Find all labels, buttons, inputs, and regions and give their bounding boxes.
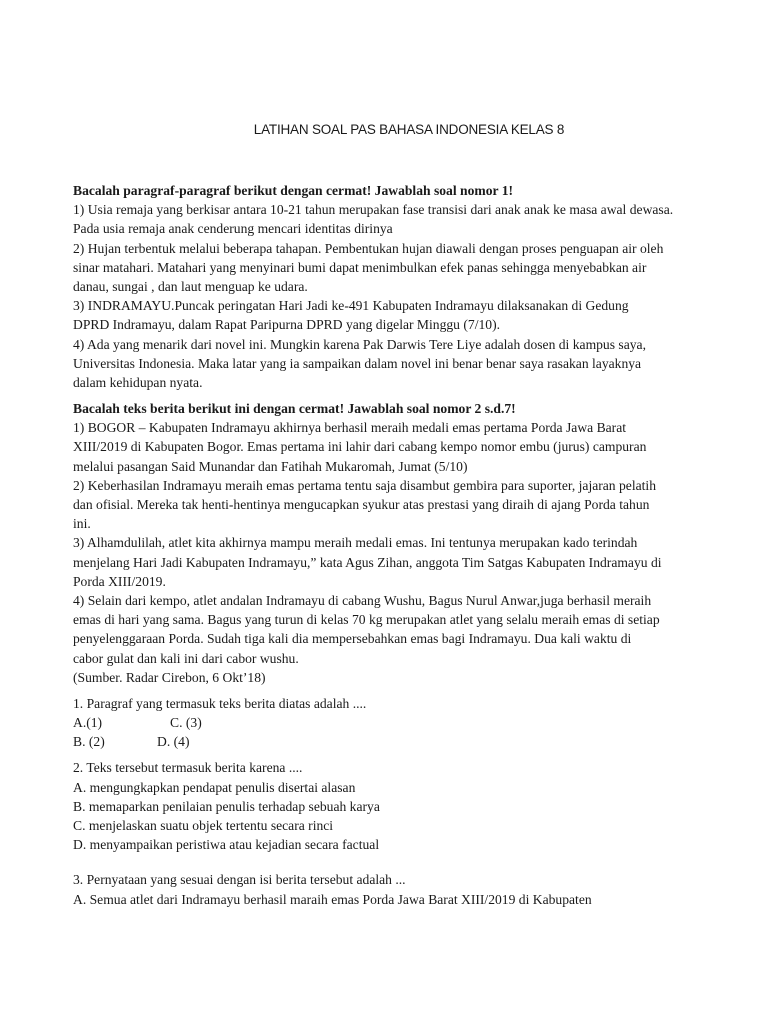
section-2-line: Porda XIII/2019.	[73, 573, 166, 589]
question-1-options-row	[73, 732, 745, 751]
section-1-line: danau, sungai , dan laut menguap ke udara.	[73, 278, 308, 294]
option-d: D. menyampaikan peristiwa atau kejadian secara factual	[73, 837, 380, 853]
option-b: B. memaparkan penilaian penulis terhadap sebuah karya	[73, 798, 380, 814]
question-1: 1. Paragraf yang termasuk teks berita diatas adalah ....	[73, 695, 367, 711]
section-1-line: 4) Ada yang menarik dari novel ini. Mungkin karena Pak Darwis Tere Liye adalah dosen di kampus saya,	[73, 336, 646, 352]
option-a: A.(1)	[73, 715, 103, 731]
section-1-line: DPRD Indramayu, dalam Rapat Paripurna DPRD yang digelar Minggu (7/10).	[73, 317, 500, 333]
section-2-line: penyelenggaraan Porda. Sudah tiga kali dia mempersebahkan emas bagi Indramayu. Dua kali waktu di	[73, 631, 632, 647]
section-2-line: ini.	[73, 516, 91, 532]
option-b: B. (2)	[73, 734, 105, 750]
question-1-options-row	[73, 713, 745, 732]
section-1-line: dalam kehidupan nyata.	[73, 374, 203, 390]
section-2-line: 1) BOGOR – Kabupaten Indramayu akhirnya berhasil meraih medali emas pertama Porda Jawa Barat	[73, 420, 627, 436]
section-2-line: 3) Alhamdulilah, atlet kita akhirnya mampu meraih medali emas. Ini tentunya merupakan kado terindah	[73, 535, 638, 551]
document-title: LATIHAN SOAL PAS BAHASA INDONESIA KELAS 8	[253, 122, 565, 137]
section-2-line: dan ofisial. Mereka tak henti-hentinya mengucapkan syukur atas prestasi yang diraih di ajang Porda tahun	[73, 497, 650, 512]
option-c: C. (3)	[170, 715, 202, 731]
option-c: C. menjelaskan suatu objek tertentu secara rinci	[73, 818, 334, 833]
section-1-line: 3) INDRAMAYU.Puncak peringatan Hari Jadi ke-491 Kabupaten Indramayu dilaksanakan di Gedung	[73, 298, 629, 314]
section-1-line: 2) Hujan terbentuk melalui beberapa tahapan. Pembentukan hujan diawali dengan proses penguapan air oleh	[73, 240, 664, 256]
question-2: 2. Teks tersebut termasuk berita karena ....	[73, 760, 303, 776]
question-3: 3. Pernyataan yang sesuai dengan isi berita tersebut adalah ...	[73, 872, 406, 888]
section-2-instruction: Bacalah teks berita berikut ini dengan cermat! Jawablah soal nomor 2 s.d.7!	[73, 401, 516, 417]
option-d: D. (4)	[157, 734, 190, 750]
section-2-line: menjelang Hari Jadi Kabupaten Indramayu,” kata Agus Zihan, anggota Tim Satgas Kabupaten Indramayu di	[73, 554, 662, 570]
section-1-instruction: Bacalah paragraf-paragraf berikut dengan cermat! Jawablah soal nomor 1!	[73, 183, 514, 198]
section-1-line: sinar matahari. Matahari yang menyinari bumi dapat menimbulkan efek panas sehingga menyebabkan air	[73, 259, 647, 275]
section-1-line: Universitas Indonesia. Maka latar yang ia sampaikan dalam novel ini benar benar saya rasakan layaknya	[73, 355, 642, 371]
section-2-line: XIII/2019 di Kabupaten Bogor. Emas pertama ini lahir dari cabang kempo nomor embu (jurus) campuran	[73, 439, 647, 455]
section-2-line: emas di hari yang sama. Bagus yang turun di kelas 70 kg merupakan atlet yang selalu meraih emas di setiap	[73, 612, 660, 628]
source-citation: (Sumber. Radar Cirebon, 6 Okt’18)	[73, 669, 266, 685]
section-2-line: 4) Selain dari kempo, atlet andalan Indramayu di cabang Wushu, Bagus Nurul Anwar,juga berhasil meraih	[73, 592, 652, 608]
section-1-line: 1) Usia remaja yang berkisar antara 10-21 tahun merupakan fase transisi dari anak anak ke masa awal dewasa.	[73, 202, 674, 218]
section-1-line: Pada usia remaja anak cenderung mencari identitas dirinya	[73, 221, 393, 237]
section-2-line: cabor gulat dan kali ini dari cabor wushu.	[73, 650, 299, 666]
option-a: A. mengungkapkan pendapat penulis disertai alasan	[73, 779, 356, 795]
document-body	[73, 181, 745, 909]
section-2-line: melalui pasangan Said Munandar dan Fatihah Mukaromah, Jumat (5/10)	[73, 458, 468, 474]
section-2-line: 2) Keberhasilan Indramayu meraih emas pertama tentu saja disambut gembira para suporter, jajaran pelatih	[73, 477, 656, 493]
option-a: A. Semua atlet dari Indramayu berhasil maraih emas Porda Jawa Barat XIII/2019 di Kabupaten	[73, 891, 592, 907]
